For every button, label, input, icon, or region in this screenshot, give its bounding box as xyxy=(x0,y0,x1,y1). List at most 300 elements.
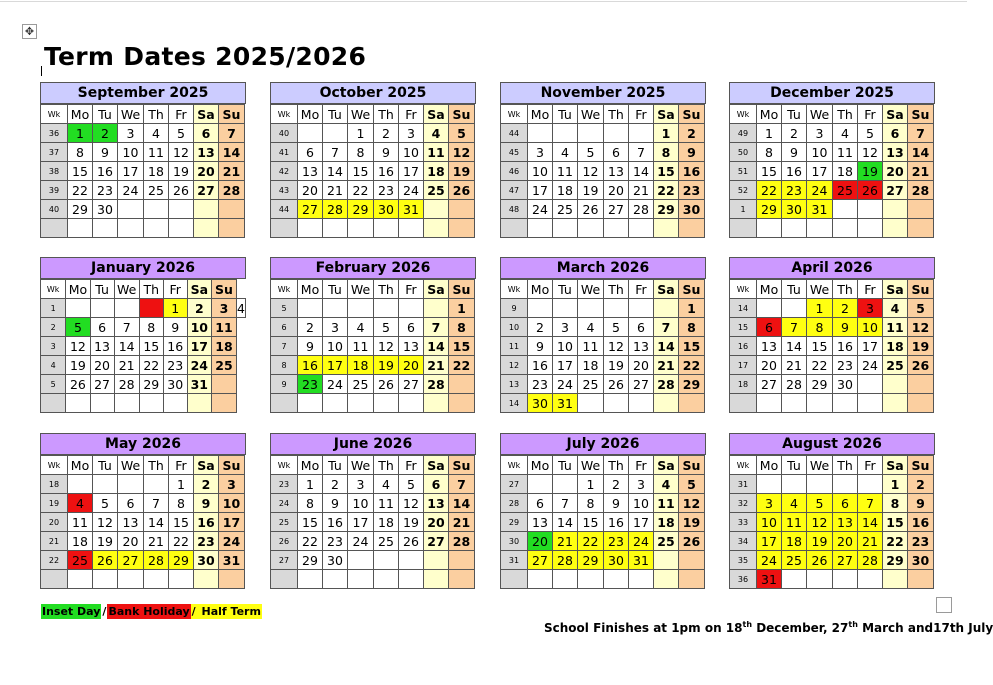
day-header: We xyxy=(348,105,374,124)
day-cell xyxy=(169,200,194,219)
month-calendar xyxy=(500,82,706,245)
week-number: 45 xyxy=(501,143,528,162)
table-move-handle-icon[interactable]: ✥ xyxy=(22,24,37,39)
day-cell xyxy=(782,475,807,494)
day-cell: 8 xyxy=(348,143,374,162)
day-cell: 28 xyxy=(424,375,449,394)
day-cell xyxy=(858,375,883,394)
day-cell: 28 xyxy=(219,181,245,200)
day-cell: 18 xyxy=(782,532,807,551)
day-cell: 5 xyxy=(449,124,475,143)
day-cell: 21 xyxy=(858,532,883,551)
day-cell xyxy=(219,219,245,238)
day-cell: 15 xyxy=(578,513,604,532)
day-cell: 5 xyxy=(679,475,705,494)
month-calendar xyxy=(729,82,935,245)
month-table xyxy=(40,104,245,238)
week-number: 41 xyxy=(271,143,298,162)
week-number: 5 xyxy=(271,299,298,318)
day-cell: 2 xyxy=(93,124,118,143)
day-cell: 8 xyxy=(757,143,782,162)
day-cell: 24 xyxy=(629,532,654,551)
day-cell: 29 xyxy=(139,375,163,394)
day-cell: 1 xyxy=(163,299,187,318)
day-cell: 30 xyxy=(93,200,118,219)
day-header: Su xyxy=(449,280,475,299)
day-cell: 11 xyxy=(654,494,679,513)
day-header: Mo xyxy=(757,105,782,124)
day-cell: 15 xyxy=(757,162,782,181)
day-cell xyxy=(782,299,807,318)
day-cell xyxy=(298,124,323,143)
day-cell: 14 xyxy=(449,494,475,513)
week-row xyxy=(730,181,934,200)
day-cell xyxy=(578,299,604,318)
day-header: We xyxy=(118,105,144,124)
day-cell: 10 xyxy=(757,513,782,532)
finish-note-part: March and17th July xyxy=(857,621,993,635)
week-number: 29 xyxy=(501,513,528,532)
day-cell: 25 xyxy=(782,551,807,570)
day-cell xyxy=(348,219,374,238)
day-cell: 19 xyxy=(374,356,399,375)
week-row xyxy=(271,181,475,200)
week-row xyxy=(501,551,705,570)
day-cell: 20 xyxy=(883,162,908,181)
month-table xyxy=(270,279,475,413)
day-cell xyxy=(399,219,424,238)
week-row xyxy=(41,375,246,394)
day-cell xyxy=(66,299,90,318)
day-cell: 12 xyxy=(66,337,90,356)
day-cell xyxy=(654,219,679,238)
day-cell xyxy=(399,570,424,589)
day-cell: 2 xyxy=(528,318,553,337)
text-cursor xyxy=(41,66,42,76)
week-row xyxy=(41,394,246,413)
day-cell xyxy=(374,299,399,318)
day-cell: 20 xyxy=(757,356,782,375)
day-cell: 5 xyxy=(604,318,629,337)
day-cell: 31 xyxy=(219,551,245,570)
day-cell: 7 xyxy=(858,494,883,513)
day-header: Tu xyxy=(553,280,578,299)
day-cell xyxy=(66,394,90,413)
day-cell xyxy=(114,394,139,413)
week-number: 16 xyxy=(730,337,757,356)
day-cell: 18 xyxy=(654,513,679,532)
day-cell: 28 xyxy=(858,551,883,570)
day-cell: 20 xyxy=(298,181,323,200)
day-cell: 12 xyxy=(604,337,629,356)
day-cell xyxy=(807,570,833,589)
day-cell: 21 xyxy=(629,181,654,200)
day-cell xyxy=(323,570,348,589)
day-cell: 3 xyxy=(858,299,883,318)
day-cell: 4 xyxy=(833,124,858,143)
week-row xyxy=(730,124,934,143)
day-cell: 27 xyxy=(629,375,654,394)
day-cell: 24 xyxy=(118,181,144,200)
day-cell: 20 xyxy=(833,532,858,551)
day-cell: 1 xyxy=(654,124,679,143)
day-cell: 22 xyxy=(169,532,194,551)
day-cell xyxy=(424,219,449,238)
day-cell: 3 xyxy=(118,124,144,143)
day-header: Th xyxy=(144,456,169,475)
day-cell: 8 xyxy=(68,143,93,162)
day-cell: 26 xyxy=(858,181,883,200)
day-cell xyxy=(604,299,629,318)
day-cell xyxy=(139,394,163,413)
day-header: Tu xyxy=(553,105,578,124)
week-number: 32 xyxy=(730,494,757,513)
week-number: 31 xyxy=(501,551,528,570)
day-cell: 25 xyxy=(883,356,908,375)
day-cell: 31 xyxy=(629,551,654,570)
day-cell xyxy=(68,570,93,589)
day-cell: 27 xyxy=(194,181,219,200)
week-row xyxy=(730,200,934,219)
day-cell: 26 xyxy=(578,200,604,219)
day-cell: 13 xyxy=(883,143,908,162)
day-header: We xyxy=(807,280,833,299)
day-cell xyxy=(348,551,374,570)
day-cell: 18 xyxy=(578,356,604,375)
day-header: Sa xyxy=(883,280,908,299)
day-cell xyxy=(323,124,348,143)
week-row xyxy=(41,532,245,551)
day-cell xyxy=(858,200,883,219)
day-cell xyxy=(604,570,629,589)
day-cell: 30 xyxy=(163,375,187,394)
day-cell: 21 xyxy=(144,532,169,551)
day-cell: 12 xyxy=(858,143,883,162)
day-cell: 2 xyxy=(908,475,934,494)
week-row xyxy=(730,551,934,570)
day-cell xyxy=(139,299,163,318)
day-cell: 14 xyxy=(424,337,449,356)
week-row xyxy=(271,494,475,513)
week-number: 40 xyxy=(41,200,68,219)
day-cell: 21 xyxy=(654,356,679,375)
week-number xyxy=(271,394,298,413)
week-number: 1 xyxy=(41,299,66,318)
week-row xyxy=(730,143,934,162)
day-cell: 28 xyxy=(629,200,654,219)
day-cell: 6 xyxy=(528,494,553,513)
day-cell xyxy=(908,394,934,413)
day-cell: 29 xyxy=(757,200,782,219)
day-header: We xyxy=(348,280,374,299)
day-cell xyxy=(604,219,629,238)
day-cell: 6 xyxy=(604,143,629,162)
week-number: 14 xyxy=(730,299,757,318)
week-number: 37 xyxy=(41,143,68,162)
day-header: Tu xyxy=(93,456,118,475)
day-cell xyxy=(757,299,782,318)
day-cell xyxy=(679,394,705,413)
day-cell: 1 xyxy=(169,475,194,494)
day-cell: 27 xyxy=(399,375,424,394)
month-table xyxy=(500,279,705,413)
day-cell: 21 xyxy=(323,181,348,200)
day-cell xyxy=(883,570,908,589)
day-cell: 23 xyxy=(679,181,705,200)
month-title: May 2026 xyxy=(40,433,246,455)
day-cell: 17 xyxy=(187,337,211,356)
day-cell xyxy=(144,570,169,589)
day-cell: 9 xyxy=(528,337,553,356)
week-row xyxy=(730,570,934,589)
week-number: 50 xyxy=(730,143,757,162)
day-cell: 26 xyxy=(66,375,90,394)
day-cell xyxy=(187,394,211,413)
week-row xyxy=(41,299,246,318)
day-cell: 24 xyxy=(323,375,348,394)
month-calendar xyxy=(270,82,476,245)
week-row xyxy=(41,356,246,375)
day-cell: 9 xyxy=(782,143,807,162)
day-cell: 25 xyxy=(578,375,604,394)
month-calendar xyxy=(40,433,246,596)
day-cell: 4 xyxy=(578,318,604,337)
day-cell: 8 xyxy=(883,494,908,513)
week-number: 24 xyxy=(271,494,298,513)
day-cell xyxy=(211,394,236,413)
day-cell: 15 xyxy=(807,337,833,356)
day-cell: 4 xyxy=(782,494,807,513)
day-cell xyxy=(883,219,908,238)
day-cell xyxy=(449,375,475,394)
day-cell: 16 xyxy=(374,162,399,181)
day-cell xyxy=(908,219,934,238)
day-cell: 19 xyxy=(679,513,705,532)
day-cell: 17 xyxy=(757,532,782,551)
finish-note-sup: th xyxy=(742,620,753,629)
week-number xyxy=(41,219,68,238)
day-header: Sa xyxy=(194,105,219,124)
day-cell xyxy=(219,200,245,219)
day-header: Tu xyxy=(553,456,578,475)
top-border-line xyxy=(0,1,967,2)
month-title: August 2026 xyxy=(729,433,935,455)
day-cell xyxy=(629,394,654,413)
day-header: Th xyxy=(374,456,399,475)
day-cell: 10 xyxy=(219,494,245,513)
day-cell: 19 xyxy=(604,356,629,375)
day-cell: 8 xyxy=(169,494,194,513)
day-cell: 14 xyxy=(782,337,807,356)
day-cell: 28 xyxy=(782,375,807,394)
day-cell: 6 xyxy=(629,318,654,337)
week-row xyxy=(271,475,475,494)
day-cell: 14 xyxy=(858,513,883,532)
week-number: 23 xyxy=(271,475,298,494)
week-number: 40 xyxy=(271,124,298,143)
day-cell: 7 xyxy=(449,475,475,494)
week-number: 38 xyxy=(41,162,68,181)
day-header: Mo xyxy=(757,280,782,299)
day-cell: 23 xyxy=(908,532,934,551)
day-cell xyxy=(553,570,578,589)
day-header: Fr xyxy=(858,105,883,124)
day-cell: 26 xyxy=(604,375,629,394)
day-cell: 31 xyxy=(399,200,424,219)
week-number: 36 xyxy=(41,124,68,143)
day-cell: 3 xyxy=(348,475,374,494)
day-header: Wk xyxy=(501,105,528,124)
day-cell: 17 xyxy=(348,513,374,532)
day-header: Su xyxy=(449,105,475,124)
day-cell: 26 xyxy=(807,551,833,570)
day-header: Th xyxy=(833,105,858,124)
day-cell xyxy=(833,394,858,413)
week-number: 12 xyxy=(501,356,528,375)
month-calendar xyxy=(500,257,706,420)
day-cell: 12 xyxy=(679,494,705,513)
day-cell xyxy=(629,219,654,238)
day-cell: 1 xyxy=(757,124,782,143)
week-number xyxy=(501,219,528,238)
week-row xyxy=(501,181,705,200)
day-cell: 13 xyxy=(629,337,654,356)
day-cell: 25 xyxy=(144,181,169,200)
week-number: 1 xyxy=(730,200,757,219)
day-cell: 7 xyxy=(782,318,807,337)
day-cell: 1 xyxy=(348,124,374,143)
week-number xyxy=(730,219,757,238)
day-cell: 30 xyxy=(323,551,348,570)
day-cell: 7 xyxy=(629,143,654,162)
day-cell xyxy=(833,570,858,589)
day-cell: 15 xyxy=(654,162,679,181)
day-cell xyxy=(833,475,858,494)
day-cell xyxy=(93,475,118,494)
day-header: Sa xyxy=(194,456,219,475)
day-header: Fr xyxy=(399,456,424,475)
table-resize-handle[interactable] xyxy=(936,597,952,613)
day-cell: 2 xyxy=(782,124,807,143)
day-cell: 21 xyxy=(114,356,139,375)
day-cell: 16 xyxy=(604,513,629,532)
day-cell: 18 xyxy=(68,532,93,551)
finish-note-sup: th xyxy=(848,620,858,629)
day-cell xyxy=(298,219,323,238)
day-cell xyxy=(908,200,934,219)
day-cell xyxy=(90,299,114,318)
day-cell: 13 xyxy=(833,513,858,532)
day-cell: 11 xyxy=(144,143,169,162)
week-row xyxy=(271,318,475,337)
day-cell: 2 xyxy=(679,124,705,143)
day-cell: 10 xyxy=(118,143,144,162)
day-cell xyxy=(163,394,187,413)
day-cell: 19 xyxy=(399,513,424,532)
week-number: 10 xyxy=(501,318,528,337)
day-cell: 27 xyxy=(118,551,144,570)
day-cell: 27 xyxy=(883,181,908,200)
day-cell: 21 xyxy=(782,356,807,375)
day-cell: 28 xyxy=(323,200,348,219)
day-header: Th xyxy=(833,280,858,299)
day-cell xyxy=(348,299,374,318)
day-cell xyxy=(449,219,475,238)
day-header: Tu xyxy=(782,456,807,475)
day-cell: 17 xyxy=(118,162,144,181)
day-cell: 12 xyxy=(93,513,118,532)
day-cell: 14 xyxy=(654,337,679,356)
day-cell xyxy=(553,299,578,318)
day-cell xyxy=(194,219,219,238)
day-cell: 24 xyxy=(553,375,578,394)
month-table xyxy=(40,455,245,589)
day-cell: 16 xyxy=(194,513,219,532)
week-number: 11 xyxy=(501,337,528,356)
day-cell: 19 xyxy=(66,356,90,375)
day-header: Mo xyxy=(66,280,90,299)
week-number xyxy=(41,570,68,589)
day-cell xyxy=(654,551,679,570)
day-cell: 29 xyxy=(654,200,679,219)
day-cell: 12 xyxy=(399,494,424,513)
day-header: Su xyxy=(679,105,705,124)
week-row xyxy=(730,337,934,356)
month-table xyxy=(270,104,475,238)
week-number: 30 xyxy=(501,532,528,551)
week-number: 27 xyxy=(501,475,528,494)
day-cell: 26 xyxy=(169,181,194,200)
day-cell: 24 xyxy=(757,551,782,570)
day-cell: 5 xyxy=(578,143,604,162)
day-cell: 24 xyxy=(219,532,245,551)
page-title: Term Dates 2025/2026 xyxy=(44,42,367,71)
day-cell xyxy=(374,219,399,238)
day-cell: 17 xyxy=(323,356,348,375)
day-cell xyxy=(424,200,449,219)
week-number xyxy=(271,570,298,589)
day-cell: 14 xyxy=(629,162,654,181)
month-table xyxy=(729,455,934,589)
day-cell: 29 xyxy=(169,551,194,570)
week-row xyxy=(501,394,705,413)
day-header: Sa xyxy=(883,105,908,124)
day-cell xyxy=(578,124,604,143)
week-row xyxy=(501,124,705,143)
day-cell: 2 xyxy=(374,124,399,143)
day-cell: 1 xyxy=(679,299,705,318)
day-header: Fr xyxy=(169,456,194,475)
day-cell: 11 xyxy=(374,494,399,513)
day-cell xyxy=(169,219,194,238)
week-number: 26 xyxy=(271,532,298,551)
day-cell: 4 xyxy=(68,494,93,513)
day-cell: 25 xyxy=(348,375,374,394)
week-number: 42 xyxy=(271,162,298,181)
day-cell: 31 xyxy=(553,394,578,413)
day-header: Su xyxy=(908,456,934,475)
day-cell: 26 xyxy=(449,181,475,200)
day-cell: 27 xyxy=(90,375,114,394)
week-number: 6 xyxy=(271,318,298,337)
day-cell: 3 xyxy=(211,299,236,318)
week-number: 15 xyxy=(730,318,757,337)
day-cell xyxy=(528,124,553,143)
day-cell: 19 xyxy=(449,162,475,181)
day-header: We xyxy=(578,280,604,299)
day-cell: 15 xyxy=(169,513,194,532)
day-header: Tu xyxy=(90,280,114,299)
